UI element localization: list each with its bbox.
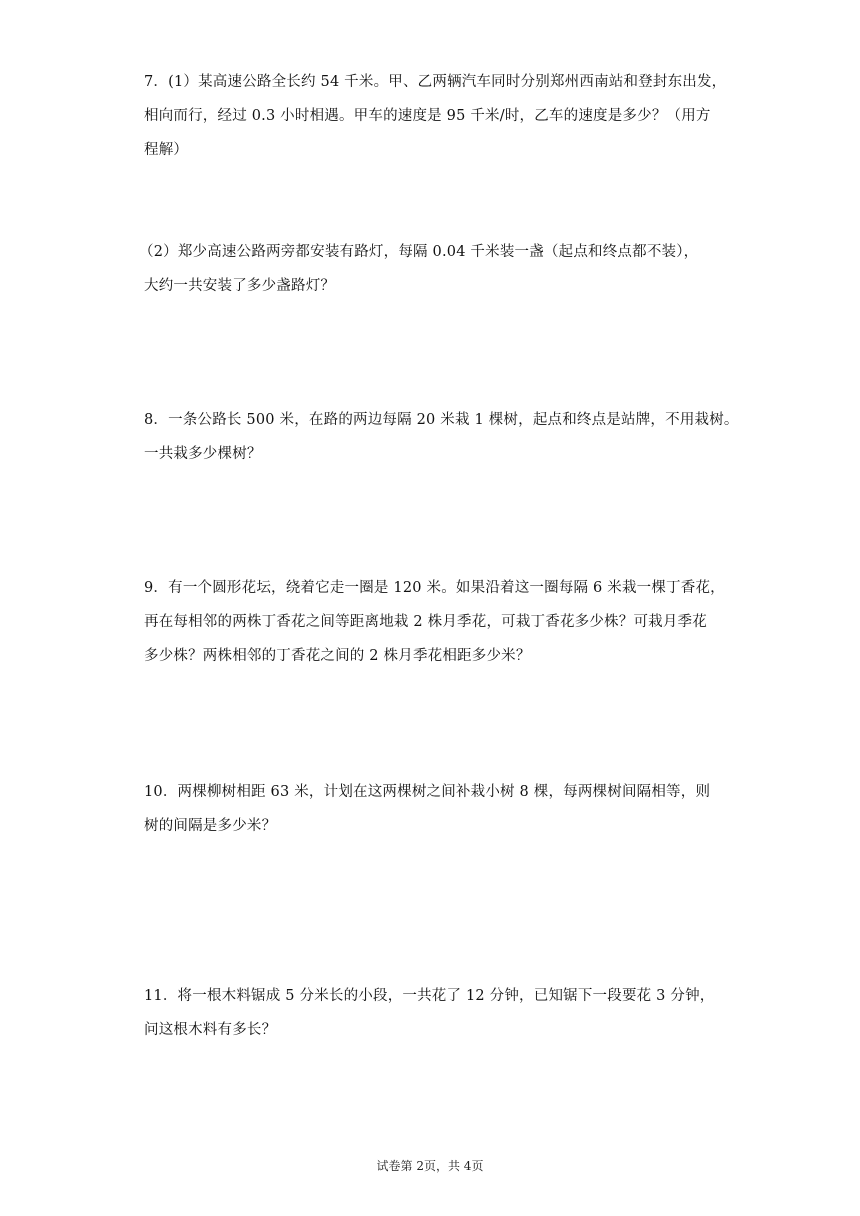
question-7-part1-line1: 7．(1）某高速公路全长约 54 千米。甲、乙两辆汽车同时分别郑州西南站和登封东出发， <box>144 74 727 90</box>
question-10-line1: 10．两棵柳树相距 63 米，计划在这两棵树之间补栽小树 8 棵，每两棵树间隔相等，则 <box>144 784 711 800</box>
question-8-line2: 一共栽多少棵树？ <box>144 446 262 462</box>
question-7-part2-line2: 大约一共安装了多少盏路灯？ <box>144 278 336 294</box>
question-9-line1: 9．有一个圆形花坛，绕着它走一圈是 120 米。如果沿着这一圈每隔 6 米栽一棵丁香花， <box>144 580 725 596</box>
question-9-line2: 再在每相邻的两株丁香花之间等距离地栽 2 株月季花，可栽丁香花多少株？可栽月季花 <box>144 614 707 630</box>
question-11-line1: 11．将一根木料锯成 5 分米长的小段，一共花了 12 分钟，已知锯下一段要花 3 分钟， <box>144 988 715 1004</box>
question-11-line2: 问这根木料有多长？ <box>144 1022 277 1038</box>
question-10-line2: 树的间隔是多少米？ <box>144 818 277 834</box>
question-7-part2-line1: （2）郑少高速公路两旁都安装有路灯，每隔 0.04 千米装一盏（起点和终点都不装）， <box>139 244 699 260</box>
question-9-line3: 多少株？两株相邻的丁香花之间的 2 株月季花相距多少米？ <box>144 648 531 664</box>
page-footer: 试卷第 2页，共 4页 <box>376 1159 484 1173</box>
question-7-part1-line3: 程解） <box>144 142 189 158</box>
question-8-line1: 8．一条公路长 500 米，在路的两边每隔 20 米栽 1 棵树，起点和终点是站牌，不用栽树。 <box>144 412 739 428</box>
question-7-part1-line2: 相向而行，经过 0.3 小时相遇。甲车的速度是 95 千米/时，乙车的速度是多少？（用方 <box>144 108 711 124</box>
